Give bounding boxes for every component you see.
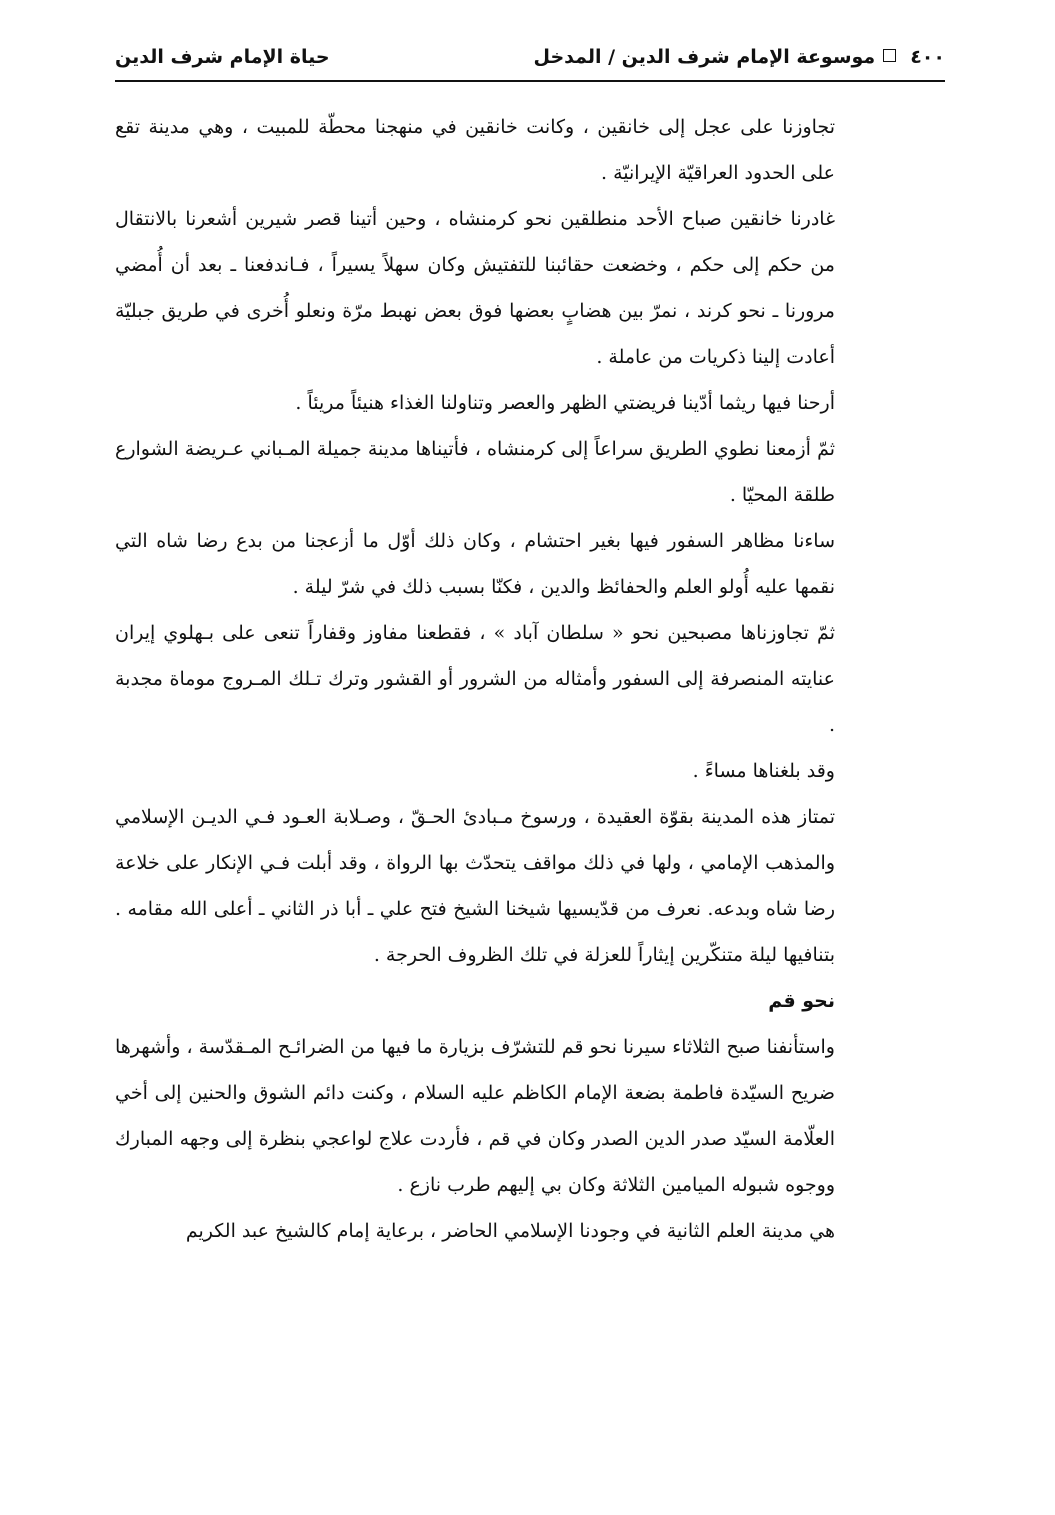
paragraph: غادرنا خانقين صباح الأحد منطلقين نحو كرمنشاه ، وحين أتينا قصر شيرين أشعرنا بالانتقال من حكم إلى حكم ، وخضعت حقائبنا للتفتيش وكان سهلاً يسيراً ، فـاندفعنا ـ بعد أن أُمضي مرورنا ـ نحو كرند ، نمرّ بين هضابٍ بعضها فوق بعض نهبط مرّة ونعلو أُخرى في طريق جبليّة أعادت إلينا ذكريات من عاملة .: [115, 208, 835, 368]
page-number: ٤٠٠: [910, 46, 945, 68]
paragraph: أرحنا فيها ريثما أدّينا فريضتي الظهر والعصر وتناولنا الغذاء هنيئاً مريئاً .: [295, 392, 835, 414]
square-bullet-icon: [883, 49, 896, 62]
chapter-title: حياة الإمام شرف الدين: [115, 46, 330, 68]
book-title: موسوعة الإمام شرف الدين / المدخل: [533, 46, 876, 68]
body-text: [115, 104, 835, 1254]
header-running-title: [533, 46, 945, 68]
paragraph: هي مدينة العلم الثانية في وجودنا الإسلامي الحاضر ، برعاية إمام كالشيخ عبد الكريم: [185, 1220, 835, 1242]
paragraph: تجاوزنا على عجل إلى خانقين ، وكانت خانقين في منهجنا محطّة للمبيت ، وهي مدينة تقع على الحدود العراقيّة الإيرانيّة .: [115, 116, 835, 184]
paragraph: ثمّ أزمعنا نطوي الطريق سراعاً إلى كرمنشاه ، فأتيناها مدينة جميلة المـباني عـريضة الشوارع طلقة المحيّا .: [115, 438, 835, 506]
paragraph: ثمّ تجاوزناها مصبحين نحو « سلطان آباد » ، فقطعنا مفاوز وقفاراً تنعى على بـهلوي إيران عنايته المنصرفة إلى السفور وأمثاله من الشرور أو القشور وترك تـلك المـروج موماة مجدبة .: [115, 622, 835, 736]
paragraph: وقد بلغناها مساءً .: [692, 760, 835, 782]
paragraph: واستأنفنا صبح الثلاثاء سيرنا نحو قم للتشرّف بزيارة ما فيها من الضرائـح المـقدّسة ، وأشهرها ضريح السيّدة فاطمة بضعة الإمام الكاظم عليه السلام ، وكنت دائم الشوق والحنين إلى أخي العلّامة السيّد صدر الدين الصدر وكان في قم ، فأردت علاج لواعجي بنظرة إلى وجهه المبارك ووجوه شبوله الميامين الثلاثة وكان بي إليهم طرب نازع .: [115, 1036, 835, 1196]
paragraph: تمتاز هذه المدينة بقوّة العقيدة ، ورسوخ مـبادئ الحـقّ ، وصـلابة العـود فـي الديـن الإسلامي والمذهب الإمامي ، ولها في ذلك مواقف يتحدّث بها الرواة ، وقد أبلت فـي الإنكار على خلاعة رضا شاه وبدعه. نعرف من قدّيسيها شيخنا الشيخ فتح علي ـ أبا ذر الثاني ـ أعلى الله مقامه . بتنافيها ليلة متنكّرين إيثاراً للعزلة في تلك الظروف الحرجة .: [115, 806, 835, 966]
page-header: [115, 40, 945, 82]
section-heading: نحو قم: [768, 990, 835, 1012]
paragraph: ساءنا مظاهر السفور فيها بغير احتشام ، وكان ذلك أوّل ما أزعجنا من بدع رضا شاه التي نقمها عليه أُولو العلم والحفائظ والدين ، فكنّا بسبب ذلك في شرّ ليلة .: [115, 530, 835, 598]
